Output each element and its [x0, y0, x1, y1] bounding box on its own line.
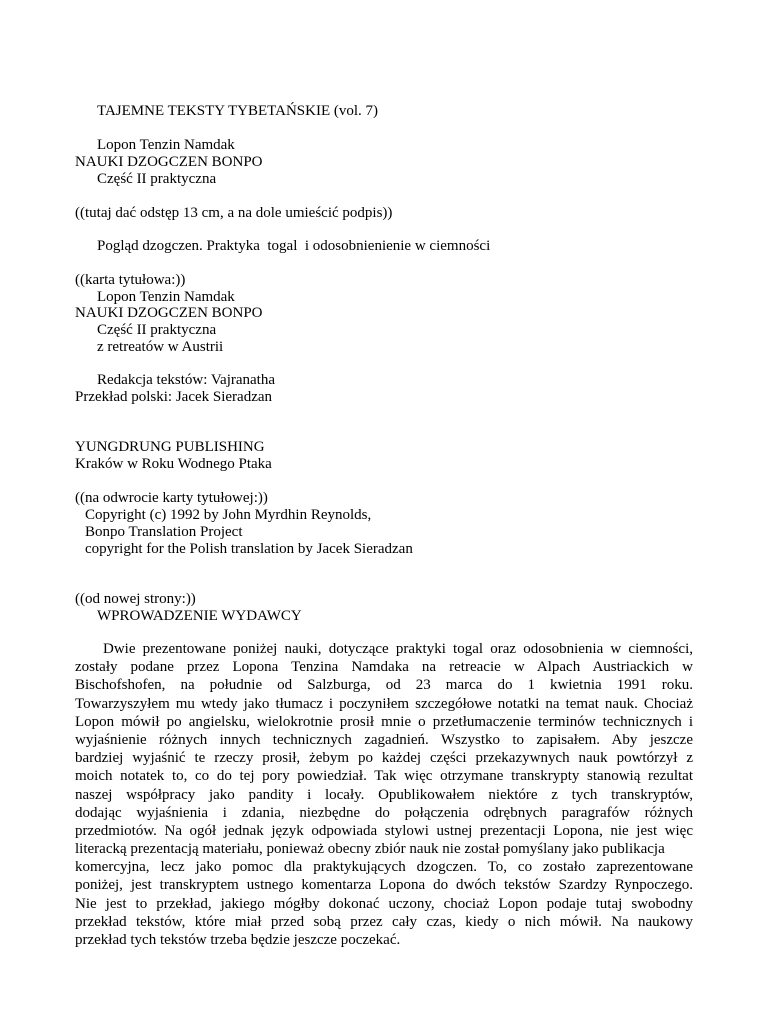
- preface-heading: WPROWADZENIE WYDAWCY: [97, 608, 302, 624]
- cover-book-title: NAUKI DZOGCZEN BONPO: [75, 154, 263, 170]
- title-page-author: Lopon Tenzin Namdak: [97, 289, 235, 305]
- cover-part: Część II praktyczna: [97, 171, 217, 187]
- preface-line: dodając wyjaśnienia i zdania, niezbędne do połączenia odrębnych paragrafów różnych: [75, 804, 693, 821]
- preface-line: naszej współpracy jako pandity i locały. Opublikowałem niektóre z tych transkryptów,: [75, 786, 693, 803]
- preface-line: Lopon mówił po angielsku, wielokrotnie prosił mnie o przetłumaczenie terminów technicznych i: [75, 713, 693, 730]
- copyright-line: Copyright (c) 1992 by John Myrdhin Reynolds,: [85, 507, 372, 523]
- preface-body: [75, 640, 693, 949]
- preface-line: komercyjna, lecz jako pomoc dla praktykujących dzogczen. To, co zostało zaprezentowane: [75, 859, 693, 876]
- title-page-book-title: NAUKI DZOGCZEN BONPO: [75, 305, 263, 321]
- preface-line: poniżej, jest transkryptem ustnego komentarza Lopona do dwóch tekstów Szardzy Rynpoczego.: [75, 877, 693, 894]
- project-line: Bonpo Translation Project: [85, 524, 243, 540]
- preface-line: Bischofshofen, na południe od Salzburga, od 23 marca do 1 kwietnia 1991 roku.: [75, 677, 693, 694]
- preface-line: przekład tych tekstów trzeba będzie jeszcze poczekać.: [75, 932, 401, 948]
- subtitle: Pogląd dzogczen. Praktyka togal i odosobnienienie w ciemności: [97, 238, 491, 254]
- preface-line: literacką prezentacją materiału, ponieważ obecny zbiór nauk nie został pomyślany jako publikacja: [75, 841, 665, 858]
- editor-credit: Redakcja tekstów: Vajranatha: [97, 372, 275, 388]
- preface-line: zostały podane przez Lopona Tenzina Namdaka na retreacie w Alpach Austriackich w: [75, 659, 693, 676]
- preface-line: bardziej wyjaśnić te rzeczy prosił, żebym po każdej części przekazywnych nauk powtórzył z: [75, 750, 693, 767]
- preface-line: wyjaśnienie różnych innych technicznych zagadnień. Wszystko to zapisałem. Aby jeszcze: [75, 731, 693, 748]
- verso-note: ((na odwrocie karty tytułowej:)): [75, 490, 268, 506]
- translator-credit: Przekład polski: Jacek Sieradzan: [75, 389, 273, 405]
- spacing-note: ((tutaj dać odstęp 13 cm, a na dole umieścić podpis)): [75, 205, 393, 221]
- translation-copyright-line: copyright for the Polish translation by Jacek Sieradzan: [85, 541, 413, 557]
- title-page-source: z retreatów w Austrii: [97, 339, 224, 355]
- series-title: TAJEMNE TEKSTY TYBETAŃSKIE (vol. 7): [97, 103, 379, 119]
- preface-line: Dwie prezentowane poniżej nauki, dotyczące praktyki togal oraz odosobnienia w ciemności,: [103, 641, 693, 657]
- preface-line: moich notatek to, co do tej pory powiedział. Tak więc otrzymane transkrypty stanowią rezultat: [75, 768, 693, 785]
- cover-author: Lopon Tenzin Namdak: [97, 137, 235, 153]
- title-page-note: ((karta tytułowa:)): [75, 272, 186, 288]
- preface-line: Towarzyszyłem mu wtedy jako tłumacz i poczyniłem szczegółowe notatki na temat nauk. Chociaż: [75, 695, 693, 712]
- preface-line: przedmiotów. Na ogół jednak język odpowiada stylowi ustnej prezentacji Lopona, nie jest więc: [75, 822, 693, 839]
- publisher-place: Kraków w Roku Wodnego Ptaka: [75, 456, 272, 472]
- preface-note: ((od nowej strony:)): [75, 591, 196, 607]
- publisher-name: YUNGDRUNG PUBLISHING: [75, 439, 265, 455]
- preface-line: Nie jest to przekład, jakiego mógłby dokonać uczony, chociaż Lopon podaje tutaj swobodny: [75, 895, 693, 912]
- title-page-part: Część II praktyczna: [97, 322, 217, 338]
- preface-line: przekład tekstów, które miał przed sobą przez cały czas, kiedy o nich mówił. Na naukowy: [75, 913, 693, 930]
